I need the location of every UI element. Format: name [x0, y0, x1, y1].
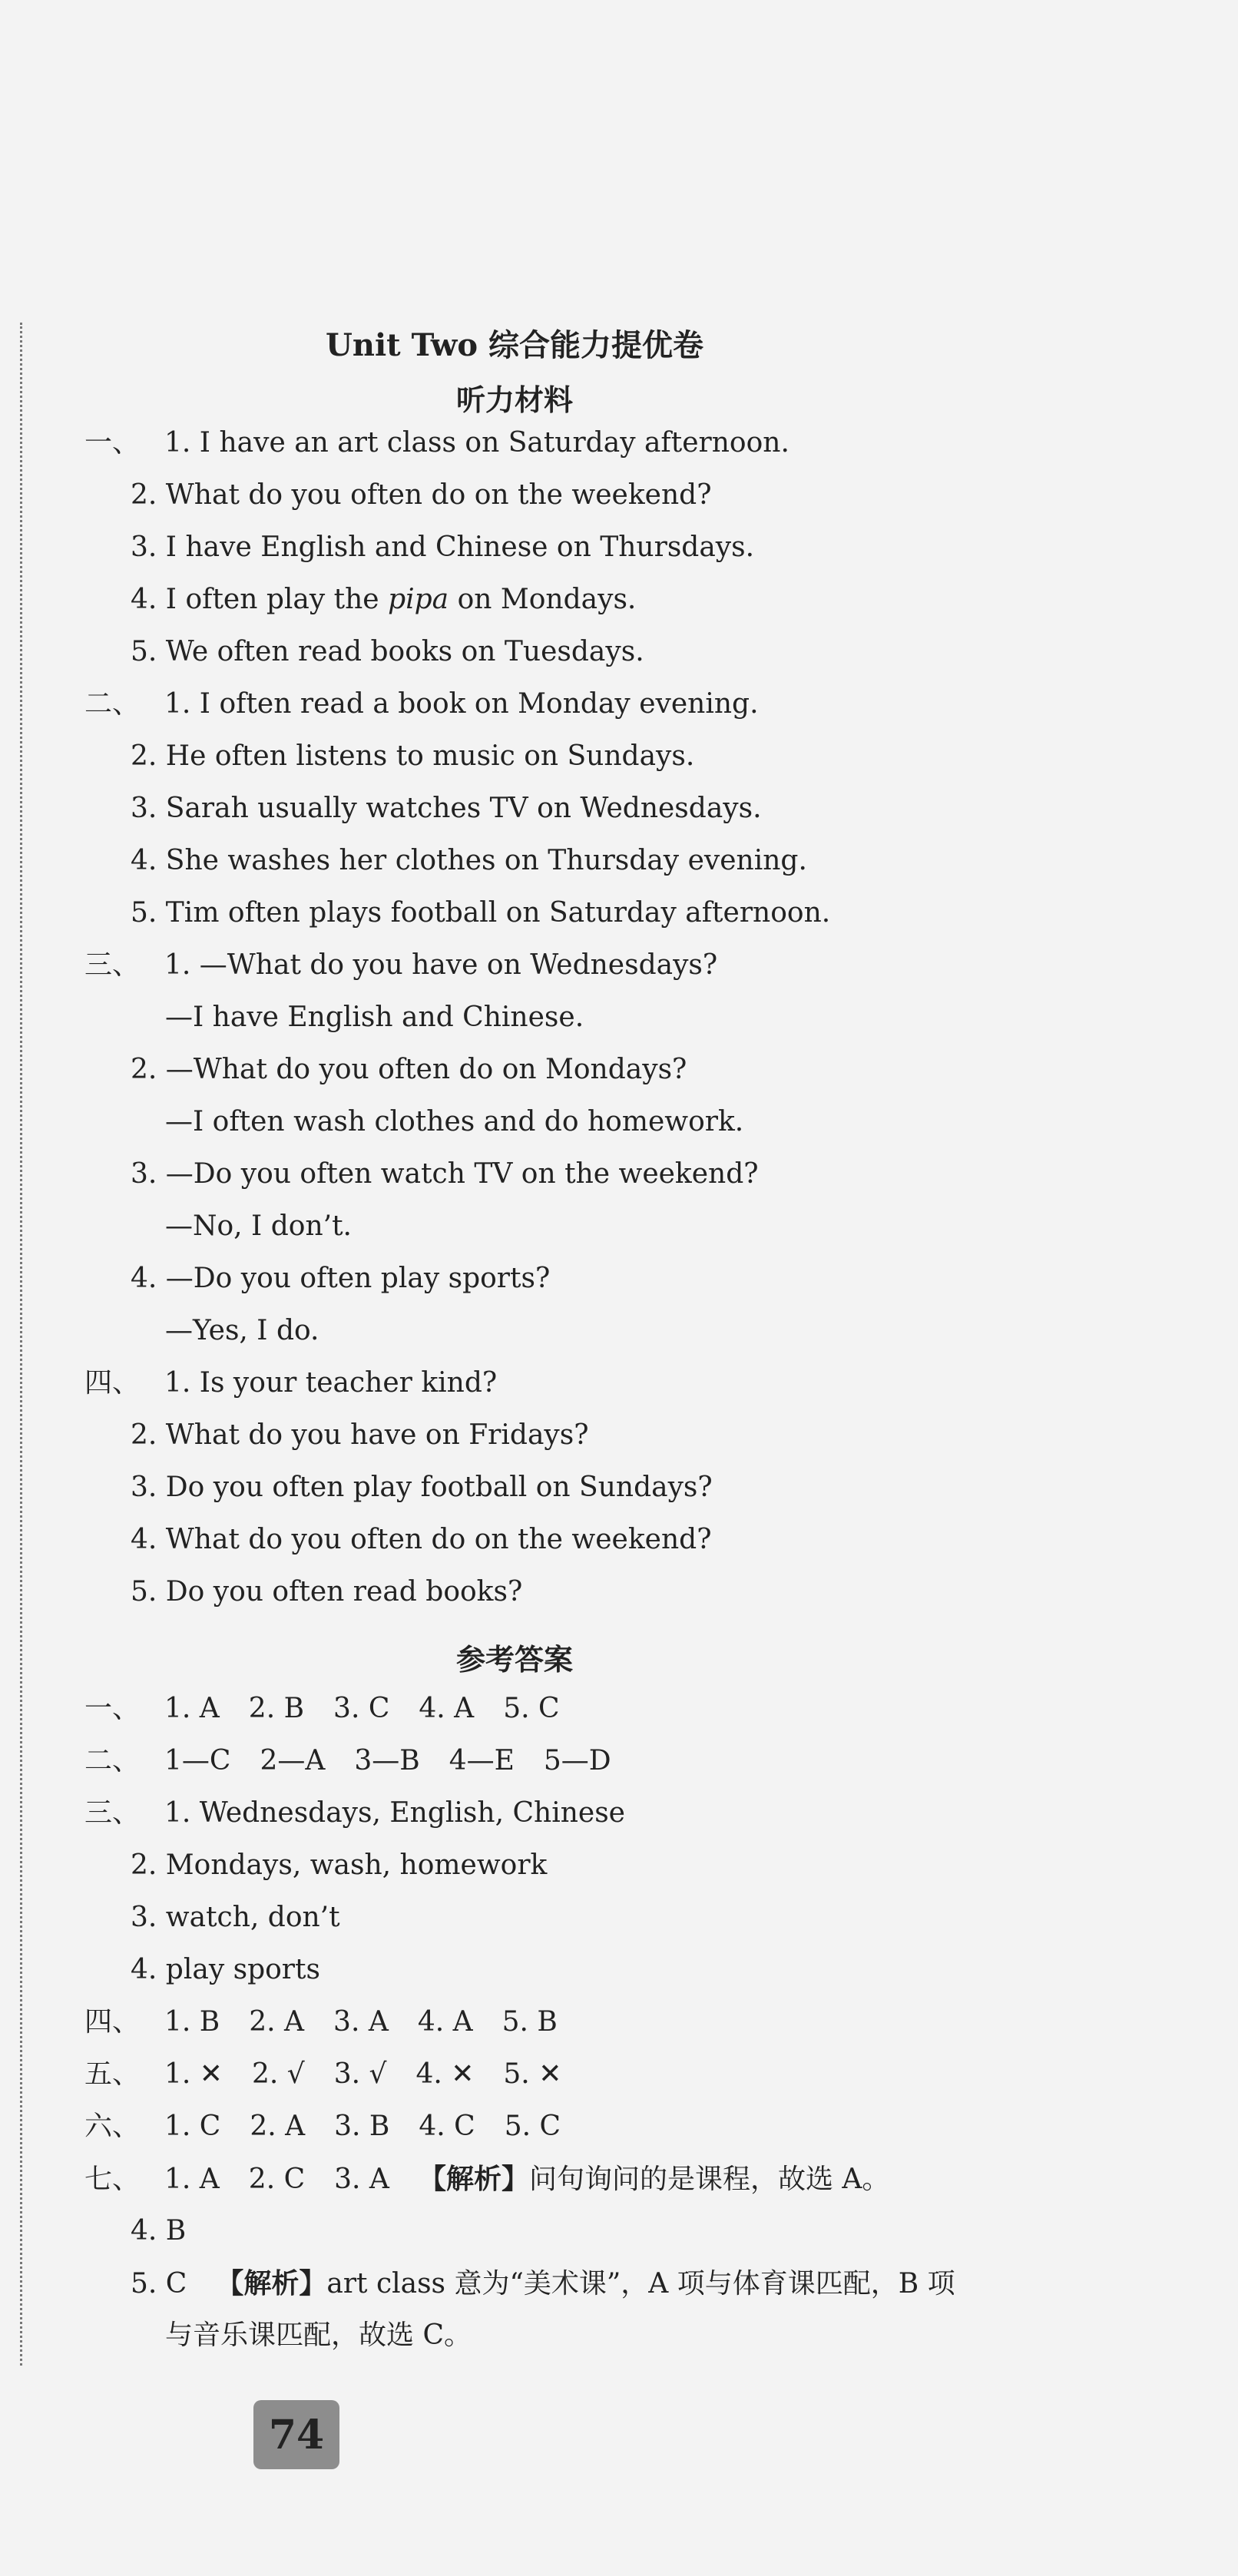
- listening-4-item-1: 四、 1. Is your teacher kind?: [84, 1367, 498, 1399]
- listening-1-item-1: 一、 1. I have an art class on Saturday afternoon.: [84, 427, 789, 459]
- listening-1-item-2: 2. What do you often do on the weekend?: [131, 479, 712, 511]
- listening-3-reply-3: —No, I don’t.: [165, 1210, 352, 1242]
- listening-4-item-3: 3. Do you often play football on Sundays?: [131, 1472, 713, 1503]
- listening-4-item-4: 4. What do you often do on the weekend?: [131, 1524, 712, 1555]
- listening-3-reply-4: —Yes, I do.: [165, 1315, 319, 1346]
- listening-2-item-1: 二、 1. I often read a book on Monday evening.: [84, 688, 759, 720]
- answers-heading: 参考答案: [455, 1642, 573, 1677]
- listening-3-reply-2: —I often wash clothes and do homework.: [165, 1106, 744, 1137]
- listening-3-reply-1: —I have English and Chinese.: [165, 1002, 584, 1033]
- listening-2-item-2: 2. He often listens to music on Sundays.: [131, 740, 695, 772]
- answers-5: 五、 1. ✕ 2. √ 3. √ 4. ✕ 5. ✕: [84, 2058, 562, 2090]
- answers-4: 四、 1. B 2. A 3. A 4. A 5. B: [84, 2006, 558, 2038]
- listening-2-item-3: 3. Sarah usually watches TV on Wednesdays.: [131, 793, 762, 824]
- listening-1-item-4: 4. I often play the pipa on Mondays.: [131, 584, 637, 615]
- listening-3-item-3: 3. —Do you often watch TV on the weekend?: [131, 1158, 759, 1190]
- listening-3-item-4: 4. —Do you often play sports?: [131, 1263, 551, 1294]
- answers-7-line-3: 5. C 【解析】art class 意为“美术课”，A 项与体育课匹配，B 项: [131, 2267, 955, 2300]
- listening-3-item-1: 三、 1. —What do you have on Wednesdays?: [84, 949, 718, 981]
- answers-3-item-3: 3. watch, don’t: [131, 1902, 340, 1933]
- answers-7-line-4: 与音乐课匹配，故选 C。: [165, 2319, 472, 2351]
- binding-dotted-line: [20, 323, 22, 2366]
- listening-3-item-2: 2. —What do you often do on Mondays?: [131, 1054, 687, 1085]
- answers-6: 六、 1. C 2. A 3. B 4. C 5. C: [84, 2111, 561, 2142]
- page-title: Unit Two 综合能力提优卷: [326, 327, 703, 363]
- listening-1-item-5: 5. We often read books on Tuesdays.: [131, 636, 644, 667]
- answers-2: 二、 1—C 2—A 3—B 4—E 5—D: [84, 1745, 611, 1776]
- answers-1: 一、 1. A 2. B 3. C 4. A 5. C: [84, 1693, 560, 1724]
- listening-1-item-3: 3. I have English and Chinese on Thursdays.: [131, 531, 755, 563]
- listening-4-item-2: 2. What do you have on Fridays?: [131, 1419, 589, 1451]
- answers-3-item-4: 4. play sports: [131, 1954, 320, 1985]
- listening-2-item-5: 5. Tim often plays football on Saturday afternoon.: [131, 897, 831, 929]
- page-number: 74: [253, 2400, 339, 2469]
- listening-4-item-5: 5. Do you often read books?: [131, 1576, 523, 1608]
- listening-2-item-4: 4. She washes her clothes on Thursday evening.: [131, 845, 807, 876]
- answers-7-line-1: 七、 1. A 2. C 3. A 【解析】问句询问的是课程，故选 A。: [84, 2163, 890, 2195]
- answers-7-line-2: 4. B: [131, 2215, 187, 2247]
- answers-3-item-1: 三、 1. Wednesdays, English, Chinese: [84, 1797, 625, 1829]
- answers-3-item-2: 2. Mondays, wash, homework: [131, 1849, 548, 1881]
- listening-heading: 听力材料: [455, 382, 573, 417]
